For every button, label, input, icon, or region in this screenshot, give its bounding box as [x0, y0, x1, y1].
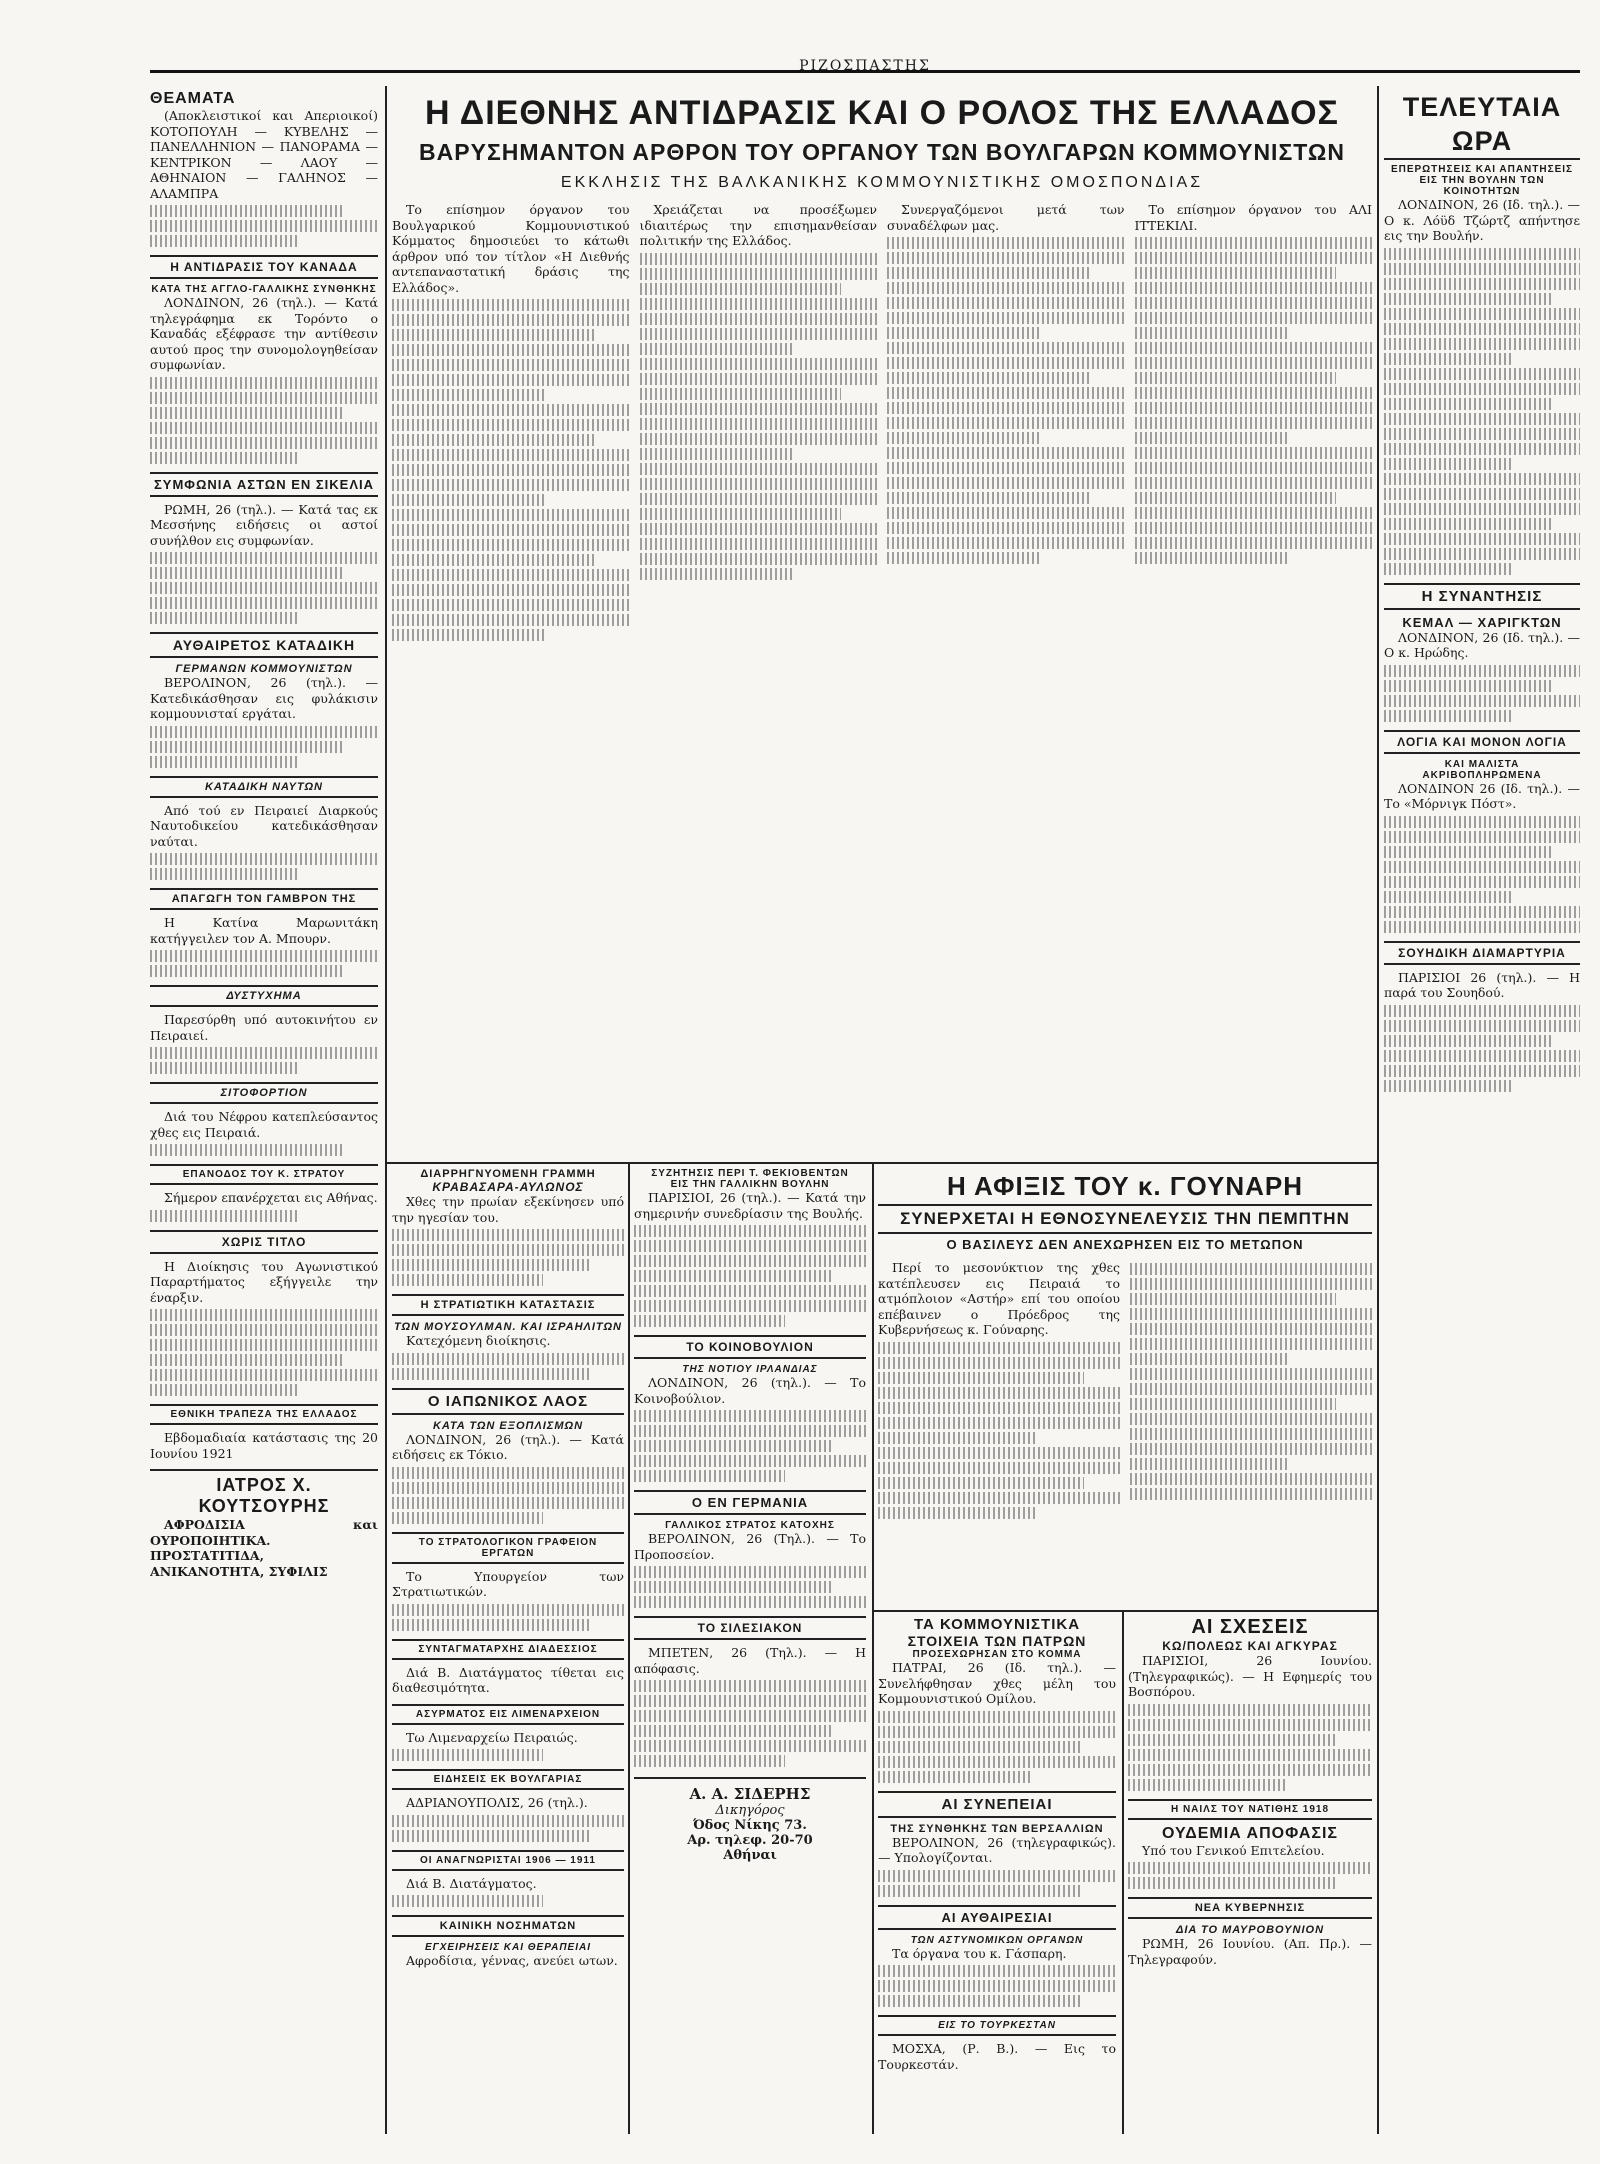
section-text: Το Υπουργείον των Στρατιωτικών.: [392, 1568, 624, 1599]
lawyer-ad: [634, 1777, 866, 1863]
section-title: ΤΑ ΚΟΜΜΟΥΝΙΣΤΙΚΑ: [913, 1616, 1081, 1633]
column-divider: [1377, 86, 1379, 2134]
section-text: Η Κατίνα Μαρωνιτάκη κατήγγειλεν τον Α. Μπουρν.: [150, 915, 378, 946]
section-text: ΜΟΣΧΑ, (Ρ. Β.). — Εις το Τουρκεστάν.: [878, 2041, 1116, 2072]
section-title: ΑΠΑΓΩΓΗ ΤΟΝ ΓΑΜΒΡΟΝ ΤΗΣ: [150, 888, 378, 910]
section-title: ΚΑΤΑΔΙΚΗ ΝΑΥΤΩΝ: [150, 776, 378, 798]
section-text: Τω Λιμεναρχείω Πειραιώς.: [406, 1729, 578, 1745]
section-divider: [385, 1162, 1377, 1164]
section-title: ΕΠΕΡΩΤΗΣΕΙΣ ΚΑΙ ΑΠΑΝΤΗΣΕΙΣ: [1390, 164, 1574, 175]
section-title: ΣΥΝΤΑΓΜΑΤΑΡΧΗΣ ΔΙΑΔΕΣΣΙΟΣ: [392, 1639, 624, 1660]
section-title: Η ΣΥΝΑΝΤΗΣΙΣ: [1384, 583, 1580, 610]
section-title: ΤΟ ΣΙΛΕΣΙΑΚΟΝ: [634, 1616, 866, 1640]
section-subtitle: ΚΕΜΑΛ — ΧΑΡΙΓΚΤΩΝ: [1402, 614, 1562, 630]
masthead: ΡΙΖΟΣΠΑΣΤΗΣ: [150, 58, 1580, 74]
article-headline: Η ΑΦΙΞΙΣ ΤΟΥ κ. ΓΟΥΝΑΡΗ: [946, 1171, 1304, 1201]
main-subheadline: ΒΑΡΥΣΗΜΑΝΤΟΝ ΑΡΘΡΟΝ ΤΟΥ ΟΡΓΑΝΟΥ ΤΩΝ ΒΟΥΛΓΑΡΩΝ ΚΟΜΜΟΥΝΙΣΤΩΝ: [419, 139, 1345, 165]
section-title: ΚΑΙΝΙΚΗ ΝΟΣΗΜΑΤΩΝ: [392, 1915, 624, 1937]
article-text: Περί το μεσονύκτιον της χθες κατέπλευσεν εις Πειραιά το ατμόπλοιον «Αστήρ» επί του οποίου επέβαινεν ο Πρόεδρος της Κυβερνήσεως κ. Γούναρης.: [878, 1260, 1120, 1337]
section-title: ΤΟ ΣΤΡΑΤΟΛΟΓΙΚΟΝ ΓΡΑΦΕΙΟΝ ΕΡΓΑΤΩΝ: [392, 1532, 624, 1564]
section-text: ΛΟΝΔΙΝΟΝ, 26 (τηλ.). — Κατά ειδήσεις εκ Τόκιο.: [392, 1431, 624, 1462]
left-column: [150, 90, 378, 2134]
section-subtitle: ΓΑΛΛΙΚΟΣ ΣΤΡΑΤΟΣ ΚΑΤΟΧΗΣ: [665, 1520, 835, 1531]
ad-name: Α. Α. ΣΙΔΕΡΗΣ: [689, 1785, 811, 1803]
section-text: ΠΑΡΙΣΙΟΙ, 26 Ιουνίου. (Τηλεγραφικώς). — Η Εφημερίς του Βοσπόρου.: [1128, 1653, 1372, 1699]
section-text: ΒΕΡΟΛΙΝΟΝ, 26 (τηλ.). — Κατεδικάσθησαν εις φυλάκισιν κομμουνισταί εργάται.: [150, 675, 378, 721]
section-text: Διά Β. Διατάγματος.: [406, 1875, 537, 1891]
section-subtitle: ΚΡΑΒΑΣΑΡΑ-ΑΥΛΩΝΟΣ: [432, 1180, 584, 1194]
main-article-column: [392, 202, 630, 644]
section-text: Εβδομαδιαία κατάστασις της 20 Ιουνίου 1921: [150, 1430, 378, 1461]
ad-line: Αθήναι: [723, 1848, 777, 1863]
main-article: [392, 86, 1372, 1156]
column-divider: [385, 86, 387, 2134]
main-text: Το επίσημον όργανον του Βουλγαρικού Κομμουνιστικού Κόμματος δημοσιεύει το κάτωθι άρθρον υπό τον τίτλον «Η Διεθνής αντεπαναστατική δράσις της Ελλάδος».: [392, 202, 630, 295]
sxeseis-column: [1128, 1616, 1372, 2134]
section-text: Η Διοίκησις του Αγωνιστικού Παραρτήματος εξήγγειλε την έναρξιν.: [150, 1258, 378, 1305]
section-text: Διά του Νέφρου κατεπλεύσαντος χθες εις Πειραιά.: [150, 1109, 378, 1140]
main-kicker: ΕΚΚΛΗΣΙΣ ΤΗΣ ΒΑΛΚΑΝΙΚΗΣ ΚΟΜΜΟΥΝΙΣΤΙΚΗΣ ΟΜΟΣΠΟΝΔΙΑΣ: [560, 174, 1204, 191]
section-text: ΛΟΝΔΙΝΟΝ 26 (Ιδ. τηλ.). — Το «Μόρνιγκ Πόστ».: [1384, 780, 1580, 811]
section-text: Σήμερον επανέρχεται εις Αθήνας.: [164, 1190, 378, 1205]
section-text: ΒΕΡΟΛΙΝΟΝ, 26 (Τηλ.). — Το Προποσείον.: [634, 1531, 866, 1562]
theamata-text: (Αποκλειστικοί και Απεριοικοί) ΚΟΤΟΠΟΥΛΗ — ΚΥΒΕΛΗΣ — ΠΑΝΕΛΛΗΝΙΟΝ — ΠΑΝΟΡΑΜΑ — ΚΕΝΤΡΙΚΟΝ — ΛΑΟΥ — ΑΘΗΝΑΙΟΝ — ΓΑΛΗΝΟΣ — ΑΛΑΜΠΡΑ: [150, 108, 378, 201]
section-text: Κατεχόμενη διοίκησις.: [406, 1333, 551, 1348]
main-article-column: [1135, 202, 1373, 644]
column-divider: [1122, 1610, 1124, 2134]
main-article-column: [640, 202, 878, 644]
section-subtitle: ΠΡΟΣΕΧΩΡΗΣΑΝ ΣΤΟ ΚΟΜΜΑ: [912, 1649, 1082, 1660]
right-column: [1384, 90, 1580, 2134]
section-text: ΛΟΝΔΙΝΟΝ, 26 (τηλ.). — Το Κοινοβούλιον.: [634, 1375, 866, 1406]
ad-name: ΙΑΤΡΟΣ Χ. ΚΟΥΤΣΟΥΡΗΣ: [150, 1469, 378, 1517]
kommounistika-column: [878, 1616, 1116, 2134]
section-text: Χθες την πρωίαν εξεκίνησεν υπό την ηγεσίαν του.: [392, 1194, 624, 1225]
section-title: Ο ΙΑΠΩΝΙΚΟΣ ΛΑΟΣ: [392, 1388, 624, 1415]
article-column: [1130, 1260, 1372, 1522]
section-subtitle: ΣΤΟΙΧΕΙΑ ΤΩΝ ΠΑΤΡΩΝ: [907, 1633, 1087, 1649]
section-title: ΑΥΘΑΙΡΕΤΟΣ ΚΑΤΑΔΙΚΗ: [150, 632, 378, 658]
section-subtitle: ΤΗΣ ΝΟΤΙΟΥ ΙΡΛΑΝΔΙΑΣ: [682, 1364, 818, 1375]
section-subtitle: ΤΗΣ ΣΥΝΘΗΚΗΣ ΤΩΝ ΒΕΡΣΑΛΛΙΩΝ: [890, 1822, 1104, 1835]
section-text: ΛΟΝΔΙΝΟΝ, 26 (Ιδ. τηλ.). — Ο κ. Ηρώδης.: [1384, 629, 1580, 660]
section-text: ΒΕΡΟΛΙΝΟΝ, 26 (τηλεγραφικώς). — Υπολογίζονται.: [878, 1834, 1116, 1865]
top-rule: [150, 70, 1580, 73]
section-title: ΣΙΤΟΦΟΡΤΙΟΝ: [150, 1082, 378, 1104]
section-title: Η ΑΝΤΙΔΡΑΣΙΣ ΤΟΥ ΚΑΝΑΔΑ: [150, 255, 378, 279]
section-title: ΕΠΑΝΟΔΟΣ ΤΟΥ Κ. ΣΤΡΑΤΟΥ: [150, 1164, 378, 1185]
section-divider: [872, 1610, 1377, 1612]
section-title: ΣΥΖΗΤΗΣΙΣ ΠΕΡΙ Τ. ΦΕΚΙΟΒΕΝΤΩΝ: [651, 1168, 849, 1179]
section-subtitle: ΕΙΣ ΤΗΝ ΒΟΥΛΗΝ ΤΩΝ ΚΟΙΝΟΤΗΤΩΝ: [1419, 175, 1545, 197]
ad-text: ΑΦΡΟΔΙΣΙΑ και ΟΥΡΟΠΟΙΗΤΙΚΑ. ΠΡΟΣΤΑΤΙΤΙΔΑ, ΑΝΙΚΑΝΟΤΗΤΑ, ΣΥΦΙΛΙΣ: [150, 1517, 378, 1579]
section-text: ΡΩΜΗ, 26 (τηλ.). — Κατά τας εκ Μεσσήνης ειδήσεις οι αστοί συνήλθον εις συμφωνίαν.: [150, 501, 378, 548]
section-title: ΟΙ ΑΝΑΓΝΩΡΙΣΤΑΙ 1906 — 1911: [392, 1850, 624, 1871]
section-title: Η ΝΑΙΛΣ ΤΟΥ ΝΑΤΙΘΗΣ 1918: [1128, 1799, 1372, 1820]
section-text: Αφροδίσια, γέννας, ανεύει ωτων.: [406, 1953, 618, 1968]
section-text: Τα όργανα του κ. Γάσπαρη.: [892, 1945, 1067, 1961]
section-text: Υπό του Γενικού Επιτελείου.: [1142, 1842, 1325, 1858]
section-title: ΕΙΔΗΣΕΙΣ ΕΚ ΒΟΥΛΓΑΡΙΑΣ: [392, 1769, 624, 1790]
section-title: ΣΟΥΗΔΙΚΗ ΔΙΑΜΑΡΤΥΡΙΑ: [1384, 941, 1580, 965]
middle-column: [392, 1168, 624, 2134]
section-text: ΑΔΡΙΑΝΟΥΠΟΛΙΣ, 26 (τηλ.).: [406, 1795, 588, 1810]
section-text: ΜΠΕΤΕΝ, 26 (Τηλ.). — Η απόφασις.: [634, 1645, 866, 1676]
main-text: Χρειάζεται να προσέξωμεν ιδιαιτέρως την επισημανθείσαν πολιτικήν της Ελλάδος.: [639, 202, 877, 248]
section-subtitle: ΚΑΙ ΜΑΛΙΣΤΑ ΑΚΡΙΒΟΠΛΗΡΩΜΕΝΑ: [1422, 758, 1542, 781]
column-divider: [628, 1162, 630, 2134]
section-subtitle: ΔΙΑ ΤΟ ΜΑΥΡΟΒΟΥΝΙΟΝ: [1175, 1924, 1325, 1936]
section-subtitle: ΕΓΧΕΙΡΗΣΕΙΣ ΚΑΙ ΘΕΡΑΠΕΙΑΙ: [424, 1942, 592, 1953]
section-subtitle: ΟΥΔΕΜΙΑ ΑΠΟΦΑΣΙΣ: [1161, 1824, 1339, 1842]
section-subtitle: ΤΩΝ ΑΣΤΥΝΟΜΙΚΩΝ ΟΡΓΑΝΩΝ: [910, 1934, 1084, 1946]
section-title: ΑΣΥΡΜΑΤΟΣ ΕΙΣ ΛΙΜΕΝΑΡΧΕΙΟΝ: [392, 1704, 624, 1725]
section-subtitle: ΚΩ/ΠΟΛΕΩΣ ΚΑΙ ΑΓΚΥΡΑΣ: [1162, 1639, 1338, 1653]
column-divider: [872, 1162, 874, 2134]
article-column: [878, 1260, 1120, 1522]
theamata-title: ΘΕΑΜΑΤΑ: [150, 90, 236, 107]
article-kicker: Ο ΒΑΣΙΛΕΥΣ ΔΕΝ ΑΝΕΧΩΡΗΣΕΝ ΕΙΣ ΤΟ ΜΕΤΩΠΟΝ: [946, 1237, 1304, 1252]
section-title: ΑΙ ΣΧΕΣΕΙΣ: [1191, 1616, 1309, 1638]
section-title: ΣΥΜΦΩΝΙΑ ΑΣΤΩΝ ΕΝ ΣΙΚΕΛΙΑ: [150, 472, 378, 497]
section-subtitle: ΤΩΝ ΜΟΥΣΟΥΛΜΑΝ. ΚΑΙ ΙΣΡΑΗΛΙΤΩΝ: [394, 1321, 622, 1333]
section-title: Ο ΕΝ ΓΕΡΜΑΝΙΑ: [634, 1490, 866, 1515]
section-title: Η ΣΤΡΑΤΙΩΤΙΚΗ ΚΑΤΑΣΤΑΣΙΣ: [392, 1294, 624, 1316]
section-text: Παρεσύρθη υπό αυτοκινήτου εν Πειραιεί.: [150, 1012, 378, 1043]
section-subtitle: ΚΑΤΑ ΤΗΣ ΑΓΓΛΟ-ΓΑΛΛΙΚΗΣ ΣΥΝΘΗΚΗΣ: [151, 284, 377, 295]
gounaris-article: [878, 1168, 1372, 1604]
section-subtitle: ΚΑΤΑ ΤΩΝ ΕΞΟΠΛΙΣΜΩΝ: [432, 1419, 584, 1432]
section-text: ΠΑΡΙΣΙΟΙ 26 (τηλ.). — Η παρά του Σουηδού.: [1384, 969, 1580, 1000]
ad-line: Όδος Νίκης 73.: [693, 1818, 807, 1833]
section-text: ΛΟΝΔΙΝΟΝ, 26 (τηλ.). — Κατά τηλεγράφημα εκ Τορόντο ο Καναδάς εξέφρασε την αντίθεσιν αυτού προς την συνομολογηθείσαν συμφωνίαν.: [150, 295, 378, 372]
main-text: Το επίσημον όργανον του ΑΛΙ ΙΤΤΕΚΙΛΙ.: [1134, 202, 1372, 233]
section-text: ΛΟΝΔΙΝΟΝ, 26 (Ιδ. τηλ.). — Ο κ. Λόϋδ Τζώρτζ απήντησε εις την Βουλήν.: [1384, 197, 1580, 243]
article-subheadline: ΣΥΝΕΡΧΕΤΑΙ Η ΕΘΝΟΣΥΝΕΛΕΥΣΙΣ ΤΗΝ ΠΕΜΠΤΗΝ: [878, 1204, 1372, 1234]
main-article-column: [887, 202, 1125, 644]
section-title: ΝΕΑ ΚΥΒΕΡΝΗΣΙΣ: [1128, 1897, 1372, 1919]
section-title: ΑΙ ΣΥΝΕΠΕΙΑΙ: [878, 1791, 1116, 1818]
section-subtitle: ΓΕΡΜΑΝΩΝ ΚΟΜΜΟΥΝΙΣΤΩΝ: [175, 663, 353, 675]
section-title: ΔΙΑΡΡΗΓΝΥΟΜΕΝΗ ΓΡΑΜΜΗ: [420, 1168, 596, 1180]
main-text: Συνεργαζόμενοι μετά των συναδέλφων μας.: [887, 202, 1125, 233]
section-subtitle: ΕΙΣ ΤΗΝ ΓΑΛΛΙΚΗΝ ΒΟΥΛΗΝ: [670, 1179, 830, 1190]
section-title: ΛΟΓΙΑ ΚΑΙ ΜΟΝΟΝ ΛΟΓΙΑ: [1384, 730, 1580, 754]
section-text: Διά Β. Διατάγματος τίθεται εις διαθεσιμότητα.: [392, 1664, 624, 1695]
section-text: ΡΩΜΗ, 26 Ιουνίου. (Απ. Πρ.). — Τηλεγραφούν.: [1128, 1936, 1372, 1967]
center-column: [634, 1168, 866, 2134]
main-headline: Η ΔΙΕΘΝΗΣ ΑΝΤΙΔΡΑΣΙΣ ΚΑΙ Ο ΡΟΛΟΣ ΤΗΣ ΕΛΛΑΔΟΣ: [425, 94, 1339, 132]
section-title: ΕΙΣ ΤΟ ΤΟΥΡΚΕΣΤΑΝ: [878, 2015, 1116, 2036]
section-title: ΧΩΡΙΣ ΤΙΤΛΟ: [150, 1230, 378, 1254]
section-title: ΑΙ ΑΥΘΑΙΡΕΣΙΑΙ: [878, 1905, 1116, 1930]
section-text: ΠΑΡΙΣΙΟΙ, 26 (τηλ.). — Κατά την σημερινήν συνεδρίασιν της Βουλής.: [634, 1190, 866, 1221]
right-column-headline: ΤΕΛΕΥΤΑΙΑ ΩΡΑ: [1384, 90, 1580, 160]
section-title: ΤΟ ΚΟΙΝΟΒΟΥΛΙΟΝ: [634, 1335, 866, 1359]
ad-line: Δικηγόρος: [715, 1803, 785, 1818]
section-title: ΔΥΣΤΥΧΗΜΑ: [150, 985, 378, 1007]
section-title: ΕΘΝΙΚΗ ΤΡΑΠΕΖΑ ΤΗΣ ΕΛΛΑΔΟΣ: [150, 1404, 378, 1425]
section-text: ΠΑΤΡΑΙ, 26 (Ιδ. τηλ.). — Συνελήφθησαν χθες μέλη του Κομμουνιστικού Ομίλου.: [878, 1660, 1116, 1706]
section-text: Από τού εν Πειραιεί Διαρκούς Ναυτοδικείου κατεδικάσθησαν ναύται.: [150, 802, 378, 849]
ad-line: Αρ. τηλεφ. 20-70: [687, 1833, 813, 1848]
